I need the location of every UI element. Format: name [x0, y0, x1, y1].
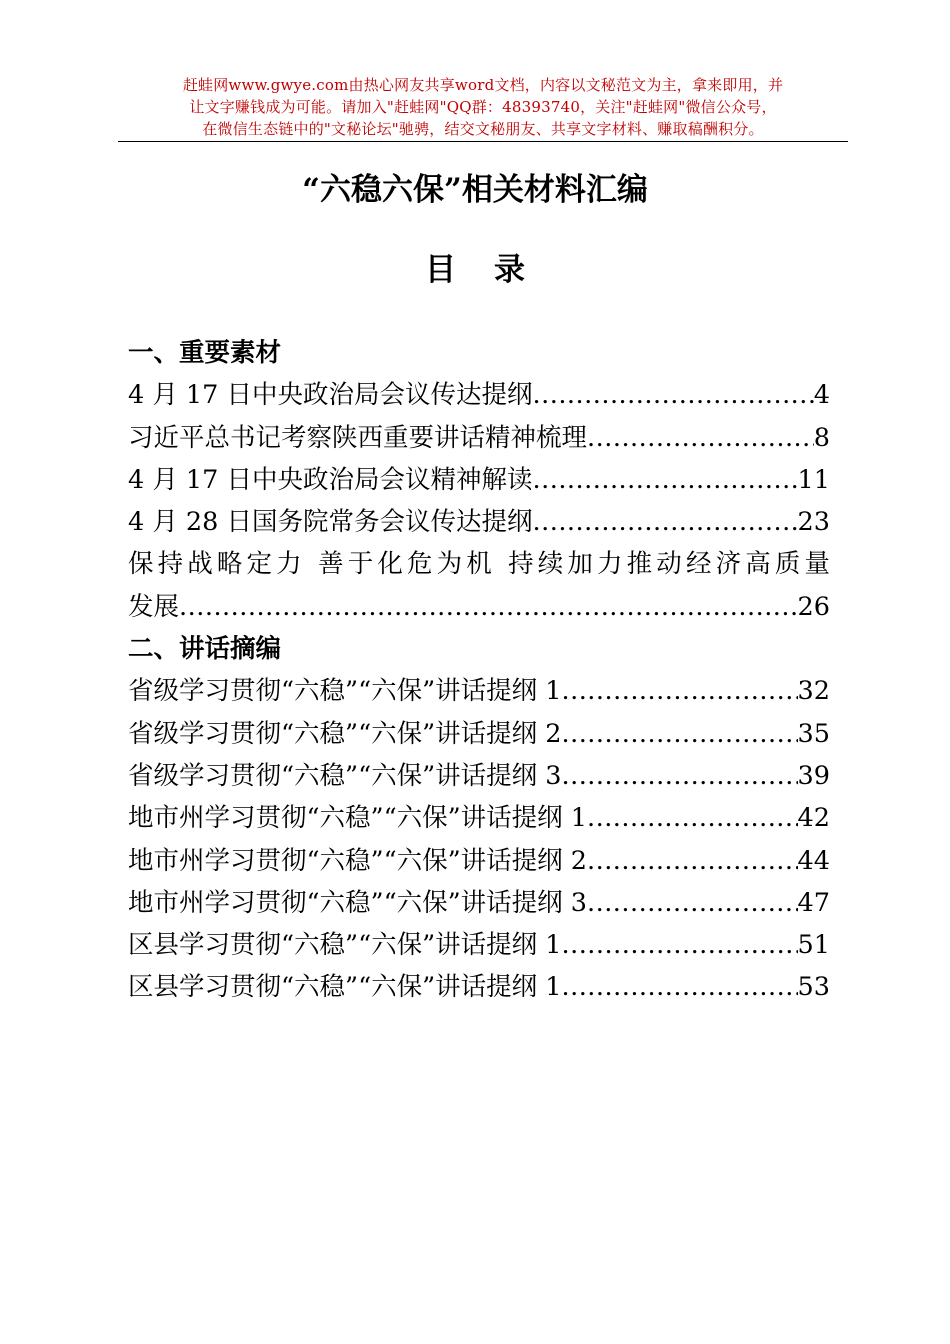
toc-leader-dots — [587, 882, 798, 924]
toc-entry-page: 42 — [797, 803, 830, 834]
toc-entry-page: 23 — [797, 507, 830, 538]
toc-entry-page: 26 — [797, 591, 830, 622]
toc-entry-page: 8 — [813, 422, 830, 453]
toc-leader-dots — [587, 797, 798, 839]
toc-entry[interactable] — [128, 459, 830, 501]
banner-line-1: 赶蛙网www.gwye.com由热心网友共享word文档，内容以文秘范文为主，拿来即用，并 — [182, 76, 784, 94]
toc-leader-dots — [533, 501, 798, 543]
toc-entry-page: 44 — [797, 845, 830, 876]
toc-leader-dots — [587, 417, 814, 459]
toc-entry-page: 4 — [813, 380, 830, 411]
toc-entry-long-line-2[interactable] — [128, 586, 830, 628]
toc-entry-label: 4 月 17 日中央政治局会议传达提纲 — [128, 380, 533, 411]
toc-leader-dots — [179, 586, 798, 628]
toc-entry-page: 47 — [797, 887, 830, 918]
toc-entry[interactable] — [128, 670, 830, 712]
toc-leader-dots — [533, 459, 798, 501]
toc-entry-page: 51 — [797, 930, 830, 961]
toc-entry-label: 发展 — [128, 591, 180, 622]
toc-entry[interactable] — [128, 501, 830, 543]
toc-entry-label: 省级学习贯彻“六稳”“六保”讲话提纲 2 — [128, 718, 562, 749]
toc-entry-page: 35 — [797, 718, 830, 749]
toc-entry[interactable] — [128, 374, 830, 416]
toc-leader-dots — [533, 374, 814, 416]
toc-entry[interactable] — [128, 755, 830, 797]
toc-entry-label: 4 月 28 日国务院常务会议传达提纲 — [128, 507, 533, 538]
toc-entry[interactable] — [128, 882, 830, 924]
toc-entry[interactable] — [128, 713, 830, 755]
toc-leader-dots — [587, 840, 798, 882]
toc-entry-label: 习近平总书记考察陕西重要讲话精神梳理 — [128, 422, 588, 453]
toc-entry-label: 省级学习贯彻“六稳”“六保”讲话提纲 3 — [128, 760, 562, 791]
header-banner — [118, 74, 848, 140]
toc-entry[interactable] — [128, 797, 830, 839]
toc-heading — [0, 250, 950, 290]
toc-entry-long-line-1[interactable]: 保持战略定力 善于化危为机 持续加力推动经济高质量 — [128, 549, 830, 580]
toc-entry-page: 53 — [797, 972, 830, 1003]
toc-entry-label: 区县学习贯彻“六稳”“六保”讲话提纲 1 — [128, 930, 562, 961]
banner-line-2: 让文字赚钱成为可能。请加入"赶蛙网"QQ群：48393740，关注"赶蛙网"微信公众号， — [189, 98, 777, 116]
toc-section-1: 一、重要素材 — [128, 338, 282, 368]
toc-entry-page: 39 — [797, 760, 830, 791]
toc-entry-page: 11 — [797, 464, 830, 495]
toc-entry-label: 地市州学习贯彻“六稳”“六保”讲话提纲 1 — [128, 803, 587, 834]
toc-entry[interactable] — [128, 417, 830, 459]
toc-entry-label: 省级学习贯彻“六稳”“六保”讲话提纲 1 — [128, 676, 562, 707]
toc-leader-dots — [561, 713, 797, 755]
toc-section-2: 二、讲话摘编 — [128, 634, 282, 665]
toc-entry[interactable] — [128, 840, 830, 882]
document-title: “六稳六保”相关材料汇编 — [302, 172, 648, 208]
toc-leader-dots — [561, 755, 797, 797]
toc-entry[interactable] — [128, 924, 830, 966]
toc-heading-char-1: 目 — [425, 252, 456, 288]
toc-entry-label: 地市州学习贯彻“六稳”“六保”讲话提纲 2 — [128, 845, 587, 876]
banner-line-3: 在微信生态链中的"文秘论坛"驰骋，结交文秘朋友、共享文字材料、赚取稿酬积分。 — [202, 120, 764, 138]
toc-heading-char-2: 录 — [494, 252, 525, 288]
toc-leader-dots — [561, 924, 797, 966]
header-divider — [118, 141, 848, 142]
toc-leader-dots — [561, 670, 797, 712]
toc-entry[interactable] — [128, 966, 830, 1008]
table-of-contents — [128, 332, 830, 1009]
toc-leader-dots — [561, 966, 797, 1008]
toc-entry-label: 地市州学习贯彻“六稳”“六保”讲话提纲 3 — [128, 887, 587, 918]
toc-entry-page: 32 — [797, 676, 830, 707]
toc-entry-label: 区县学习贯彻“六稳”“六保”讲话提纲 1 — [128, 972, 562, 1003]
toc-entry-label: 4 月 17 日中央政治局会议精神解读 — [128, 464, 533, 495]
